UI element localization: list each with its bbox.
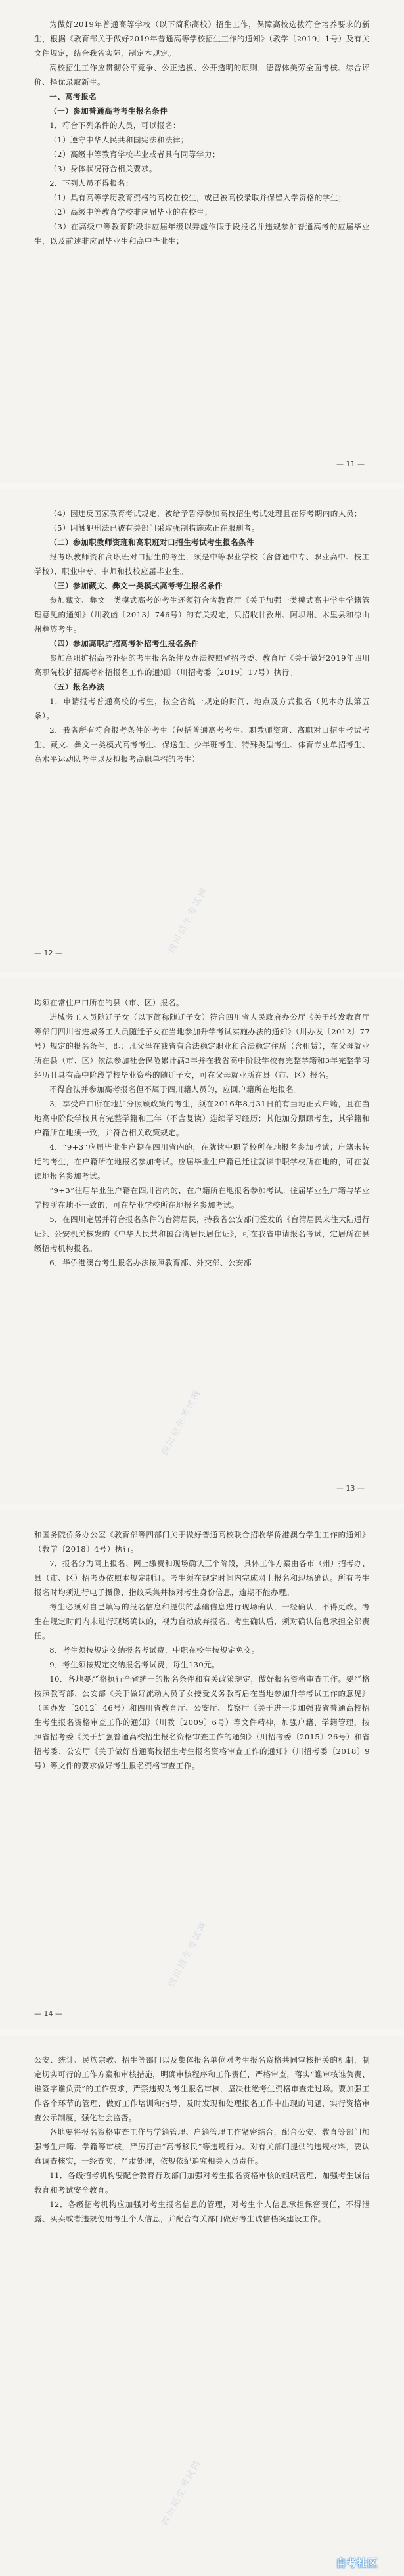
subsection-heading: （三）参加藏文、彝文一类模式高考考生报名条件 bbox=[49, 581, 223, 590]
body-paragraph: 11．各级招考机构要配合教育行政部门加强对考生报名资格审核的组织管理，加强考生诚信教育和考试安全教育。 bbox=[34, 2171, 370, 2194]
body-paragraph: 5．在四川定居并符合报名条件的台湾居民，持我省公安部门签发的《台湾居民来往大陆通行证》、公安机关核发的《中华人民共和国台湾居民居住证》，可在我省申请报名考试，定居所在县级招考机构报名。 bbox=[34, 1215, 370, 1253]
document-page-1 bbox=[0, 0, 404, 483]
body-paragraph: 4．“9+3”应届毕业生户籍在四川省内的，在就读中职学校所在地报名参加考试；户籍未转迁的考生，在户籍所在地报名参加考试。应届毕业生户籍已迁往就读中职学校所在地的，可在就读地报名参加考试。 bbox=[34, 1143, 370, 1181]
body-paragraph: 8．考生须按规定交纳报名考试费，中职在校生按规定免交。 bbox=[49, 1646, 259, 1655]
page-number: — 14 — bbox=[34, 2009, 62, 2018]
body-paragraph: 参加高职扩招高考补招的考生报名条件及办法按照省招考委、教育厅《关于做好2019年四川高职院校扩招高考补招报名工作的通知》（川招考委〔2019〕17号）执行。 bbox=[34, 653, 370, 677]
list-item: （1）遵守中华人民共和国宪法和法律； bbox=[49, 135, 189, 144]
subsection-heading: （一）参加普通高考考生报名条件 bbox=[49, 106, 168, 116]
list-item: （3）身体状况符合相关要求。 bbox=[49, 164, 157, 173]
body-paragraph: 公安、统计、民族宗教、招生等部门以及集体报名单位对考生报名资格共同审核把关的机制，制定切实可行的工作方案和审核措施，明确审核程序和工作责任，严格审查，落实“谁审核谁负责、谁签字谁负责”的工作要求，严禁违规为考生报名审核，坚决杜绝考生资格审查走过场。要加强工作各个环节的管理，做好工作培训和指导，及时发现和处理报名工作中出现的问题，实行资格审查公示制度，强化社会监督。 bbox=[34, 2055, 370, 2122]
list-item: （4）因违反国家教育考试规定，被给予暂停参加高校招生考试处理且在停考期内的人员； bbox=[49, 509, 362, 518]
body-paragraph: 和国务院侨务办公室《教育部等四部门关于做好普通高校联合招收华侨港澳台学生工作的通知》（教学〔2018〕4号）执行。 bbox=[34, 1530, 370, 1554]
body-paragraph: “9+3”往届毕业生户籍在四川省内的，在户籍所在地报名参加考试。往届毕业生户籍与毕业学校所在地不一致的，可在毕业学校所在地报名参加考试。 bbox=[34, 1186, 370, 1210]
body-paragraph: 考生必须对自己填写的报名信息和提供的基础信息进行现场确认，一经确认，不得更改。考生在规定时间内未进行现场确认的，视为自动放弃报名。考生确认后，须对确认信息承担全部责任。 bbox=[34, 1602, 370, 1640]
subsection-heading: （五）报名办法 bbox=[49, 682, 105, 691]
document-page-3 bbox=[0, 978, 404, 1504]
document-page-5 bbox=[0, 2036, 404, 2576]
condition-paragraph: 1．符合下列条件的人员，可以报名： bbox=[49, 121, 181, 130]
list-item: （5）因触犯刑法已被有关部门采取强制措施或正在服刑者。 bbox=[49, 523, 259, 533]
body-paragraph: 2．我省所有符合报考条件的考生（包括普通高考考生、职教师资班、高职对口招生考试考生、藏文、彝文一类模式高考考生、保送生、少年班考生、特殊类型考生、体育专业单招考生、高水平运动队考生以及拟报考高职单招的考生） bbox=[34, 726, 370, 764]
subsection-heading: （二）参加职教师资班和高职班对口招生考试考生报名条件 bbox=[49, 538, 255, 547]
intro-paragraph: 为做好2019年普通高等学校（以下简称高校）招生工作，保障高校选拔符合培养要求的新生，根据《教育部关于做好2019年普通高等学校招生工作的通知》（教学〔2019〕1号）及有关文件规定，结合我省实际，制定本规定。 bbox=[34, 20, 370, 58]
watermark: 四川招生考试网 bbox=[166, 1919, 210, 1989]
body-paragraph: 12．各级招考机构应加强对考生报名信息的管理，对考生个人信息承担保密责任，不得泄露、买卖或者违规使用考生个人信息，并配合有关部门做好考生诚信档案建设工作。 bbox=[34, 2200, 370, 2223]
body-paragraph: 参加藏文、彝文一类模式高考的考生还须符合省教育厅《关于加强一类模式高中学生学籍管理意见的通知》（川教函〔2013〕746号）的有关规定，只招收甘孜州、阿坝州、木里县和凉山州彝族考生。 bbox=[34, 596, 370, 634]
watermark: 四川招生考试网 bbox=[160, 1387, 204, 1457]
list-item: （2）高级中等教育学校毕业或者具有同等学力； bbox=[49, 150, 220, 159]
body-paragraph: 均须在常住户口所在的县（市、区）报名。 bbox=[34, 998, 184, 1007]
body-paragraph: 3．享受户口所在地加分照顾政策的考生，须在2016年8月31日前有当地正式户籍，且在当地高中阶段学校具有完整学籍和三年（不含复读）连续学习经历；其他加分照顾考生，其学籍和户籍所在地须一致，并符合相关政策规定。 bbox=[34, 1099, 370, 1137]
subsection-heading: （四）参加高职扩招高考补招考生报名条件 bbox=[49, 639, 200, 648]
document-page-2 bbox=[0, 489, 404, 972]
body-paragraph: 进城务工人员随迁子女（以下简称随迁子女）符合四川省人民政府办公厅《关于转发教育厅等部门四川省进城务工人员随迁子女在当地参加升学考试实施办法的通知》（川办发〔2012〕77号）规定的报名条件，即：凡父母在我省有合法稳定职业和合法稳定住所（含租赁），在父母就业所在县（市、区）依法参加社会保险累计满3年并在我省高中阶段学校有完整学籍和3年完整学习经历且具有高中阶段学校毕业资格的随迁子女，可在父母就业所在县（市、区）报名。 bbox=[34, 1013, 370, 1080]
body-paragraph: 各地要将报名资格审查工作与学籍管理、户籍管理工作紧密结合，配合公安、教育等部门加强考生户籍、学籍等审核，严厉打击“高考移民”等违规行为。对有关部门提供的违规材料，要认真调查核实，一经查实，严肃处理，依规依纪追究相关人员责任。 bbox=[34, 2128, 370, 2166]
body-paragraph: 7．报名分为网上报名、网上缴费和现场确认三个阶段，具体工作方案由各市（州）招考办、县（市、区）招考办依照本规定制订。考生须在规定时间内完成网上报名和现场确认。所有考生报名时均须进行电子摄像、指纹采集并核对考生身份信息，逾期不能办理。 bbox=[34, 1559, 370, 1597]
body-paragraph: 1．申请报考普通高校的考生，按全省统一规定的时间、地点及方式报名（见本办法第五条）。 bbox=[34, 697, 370, 720]
principle-paragraph: 高校招生工作应贯彻公平竞争、公正选拔、公开透明的原则，德智体美劳全面考核、综合评价、择优录取新生。 bbox=[34, 63, 370, 87]
list-item: （1）具有高等学历教育资格的高校在校生，或已被高校录取并保留入学资格的学生； bbox=[49, 193, 346, 202]
page-number: — 12 — bbox=[34, 949, 62, 957]
body-paragraph: 6．华侨港澳台考生报名办法按照教育部、外交部、公安部 bbox=[49, 1258, 252, 1267]
site-logo bbox=[336, 2552, 399, 2572]
body-paragraph: 9．考生须按规定交纳报名考试费，每生130元。 bbox=[49, 1660, 220, 1669]
logo-text: 自考社区 bbox=[336, 2557, 378, 2569]
watermark: 四川招生考试网 bbox=[160, 2457, 204, 2527]
page-number: — 11 — bbox=[336, 460, 365, 468]
section-heading: 一、高考报名 bbox=[49, 92, 97, 101]
body-paragraph: 报考职教师资和高职班对口招生的考生，须是中等职业学校（含普通中专、职业高中、技工学校）、职业中专、中师和技校应届毕业生。 bbox=[34, 552, 370, 576]
list-item: （3）在高级中等教育阶段非应届年级以弄虚作假手段报名并违规参加普通高考的应届毕业生，以及前述非应届毕业生和高中毕业生； bbox=[34, 222, 370, 246]
document-page-4 bbox=[0, 1510, 404, 2029]
list-item: （2）高级中等教育学校非应届毕业的在校生； bbox=[49, 207, 212, 217]
body-paragraph: 不得合法并参加高考报名但不属于四川籍人员的，应回户籍所在地报名。 bbox=[49, 1085, 302, 1094]
watermark: 四川招生考试网 bbox=[166, 884, 210, 955]
condition-paragraph: 2．下列人员不得报名： bbox=[49, 179, 133, 188]
page-number: — 13 — bbox=[336, 1484, 365, 1493]
body-paragraph: 10．各地要严格执行全省统一的报名条件和有关政策规定，做好报名资格审查工作。要严格按照教育部、公安部《关于做好流动人员子女接受义务教育后在当地参加升学考试工作的意见》（国办发〔2012〕46号）和四川省教育厅、公安厅、监察厅《关于进一步加强我省普通高校招生考生报名资格审查工作的通知》（川教〔2009〕6号）等文件精神，加强户籍、学籍管理，按照省招考委《关于加强普通高校招生报名资格审查工作的通知》（川招考委〔2015〕26号）和省招考委、公安厅《关于做好普通高校招生考生报名资格审查工作的通知》（川招考委〔2018〕9号）等文件的要求做好考生报名资格审查工作。 bbox=[34, 1674, 370, 1770]
